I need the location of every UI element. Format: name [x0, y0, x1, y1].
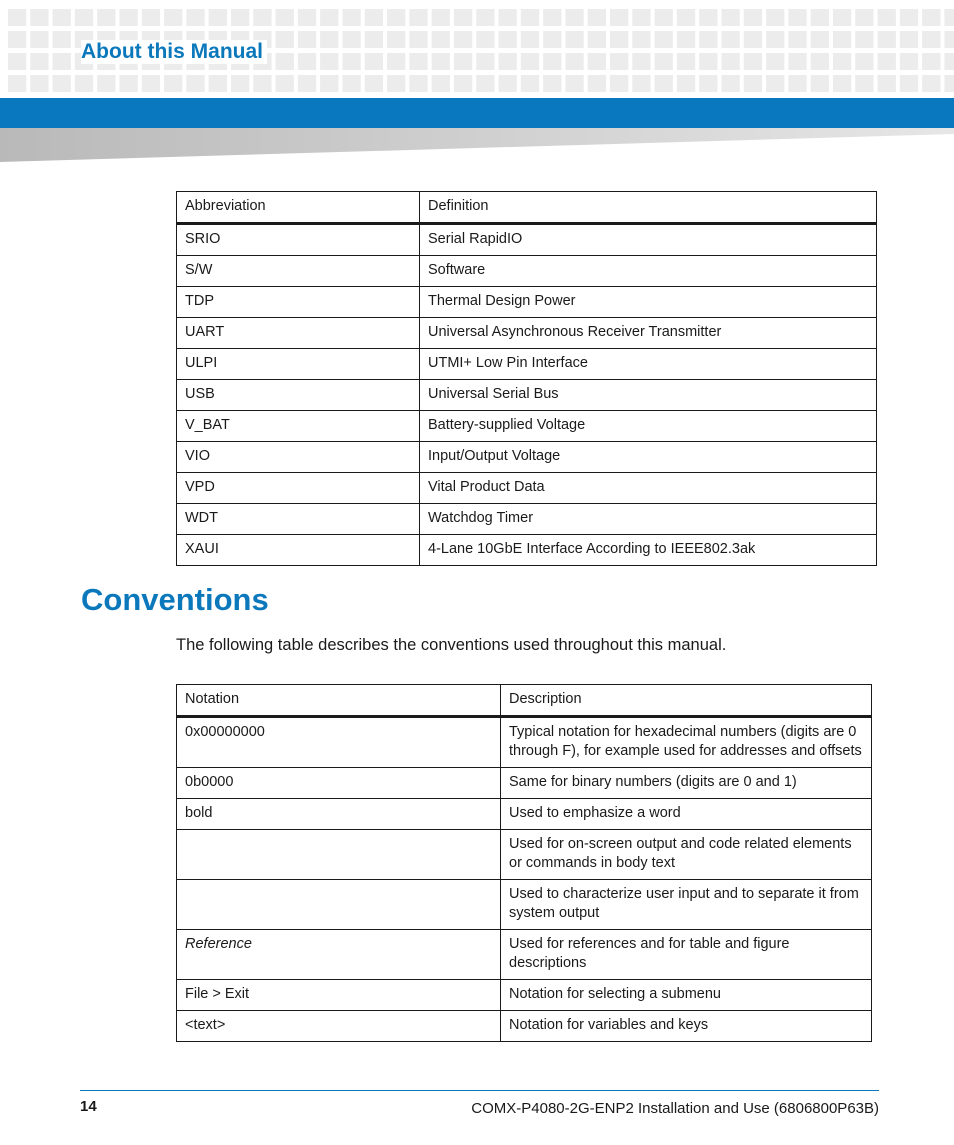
table-row	[177, 880, 872, 930]
notation-cell: 0x00000000	[177, 717, 501, 768]
notation-cell	[177, 830, 501, 880]
notation-cell: <text>	[177, 1011, 501, 1042]
header-notation: Notation	[177, 685, 501, 717]
table-row	[177, 930, 872, 980]
footer-document-title: COMX-P4080-2G-ENP2 Installation and Use (6806800P63B)	[471, 1100, 879, 1117]
table-row	[177, 224, 877, 256]
notation-cell: Reference	[177, 930, 501, 980]
table-row	[177, 799, 872, 830]
header-definition: Definition	[420, 192, 877, 224]
description-cell: Notation for variables and keys	[501, 1011, 872, 1042]
definition-cell: UTMI+ Low Pin Interface	[420, 349, 877, 380]
header-description: Description	[501, 685, 872, 717]
section-title: About this Manual	[81, 40, 267, 64]
description-cell: Typical notation for hexadecimal numbers (digits are 0 through F), for example used for addresses and offsets	[501, 717, 872, 768]
table-row	[177, 717, 872, 768]
abbreviation-cell: VPD	[177, 473, 420, 504]
notation-cell: 0b0000	[177, 768, 501, 799]
table-row	[177, 830, 872, 880]
abbreviation-cell: XAUI	[177, 535, 420, 566]
abbreviation-cell: V_BAT	[177, 411, 420, 442]
abbreviation-cell: ULPI	[177, 349, 420, 380]
definition-cell: Battery-supplied Voltage	[420, 411, 877, 442]
definition-cell: Serial RapidIO	[420, 224, 877, 256]
table-row	[177, 287, 877, 318]
table-row	[177, 1011, 872, 1042]
table-row	[177, 768, 872, 799]
abbreviation-cell: TDP	[177, 287, 420, 318]
table-row	[177, 318, 877, 349]
table-row	[177, 256, 877, 287]
table-row	[177, 442, 877, 473]
conventions-heading: Conventions	[81, 582, 269, 617]
definition-cell: Universal Serial Bus	[420, 380, 877, 411]
footer-divider	[80, 1090, 879, 1091]
definition-cell: 4-Lane 10GbE Interface According to IEEE802.3ak	[420, 535, 877, 566]
abbreviation-cell: S/W	[177, 256, 420, 287]
table-row	[177, 349, 877, 380]
conventions-intro: The following table describes the conventions used throughout this manual.	[176, 636, 727, 654]
definition-cell: Software	[420, 256, 877, 287]
abbreviation-cell: WDT	[177, 504, 420, 535]
table-header-row	[177, 192, 877, 224]
table-row	[177, 473, 877, 504]
definition-cell: Vital Product Data	[420, 473, 877, 504]
definition-cell: Universal Asynchronous Receiver Transmitter	[420, 318, 877, 349]
table-row	[177, 504, 877, 535]
table-row	[177, 535, 877, 566]
definition-cell: Input/Output Voltage	[420, 442, 877, 473]
description-cell: Used to emphasize a word	[501, 799, 872, 830]
description-cell: Notation for selecting a submenu	[501, 980, 872, 1011]
definition-cell: Watchdog Timer	[420, 504, 877, 535]
page-number: 14	[80, 1098, 97, 1115]
notation-cell	[177, 880, 501, 930]
definition-cell: Thermal Design Power	[420, 287, 877, 318]
abbreviations-table	[176, 191, 877, 566]
conventions-table	[176, 684, 872, 1042]
table-row	[177, 380, 877, 411]
notation-cell: File > Exit	[177, 980, 501, 1011]
table-row	[177, 411, 877, 442]
table-row	[177, 980, 872, 1011]
abbreviation-cell: SRIO	[177, 224, 420, 256]
table-header-row	[177, 685, 872, 717]
header-abbreviation: Abbreviation	[177, 192, 420, 224]
header-blue-bar	[0, 98, 954, 128]
description-cell: Used for on-screen output and code related elements or commands in body text	[501, 830, 872, 880]
notation-cell: bold	[177, 799, 501, 830]
abbreviation-cell: VIO	[177, 442, 420, 473]
description-cell: Same for binary numbers (digits are 0 and 1)	[501, 768, 872, 799]
description-cell: Used to characterize user input and to separate it from system output	[501, 880, 872, 930]
abbreviation-cell: USB	[177, 380, 420, 411]
header-grey-swoosh	[0, 128, 954, 164]
abbreviation-cell: UART	[177, 318, 420, 349]
description-cell: Used for references and for table and figure descriptions	[501, 930, 872, 980]
